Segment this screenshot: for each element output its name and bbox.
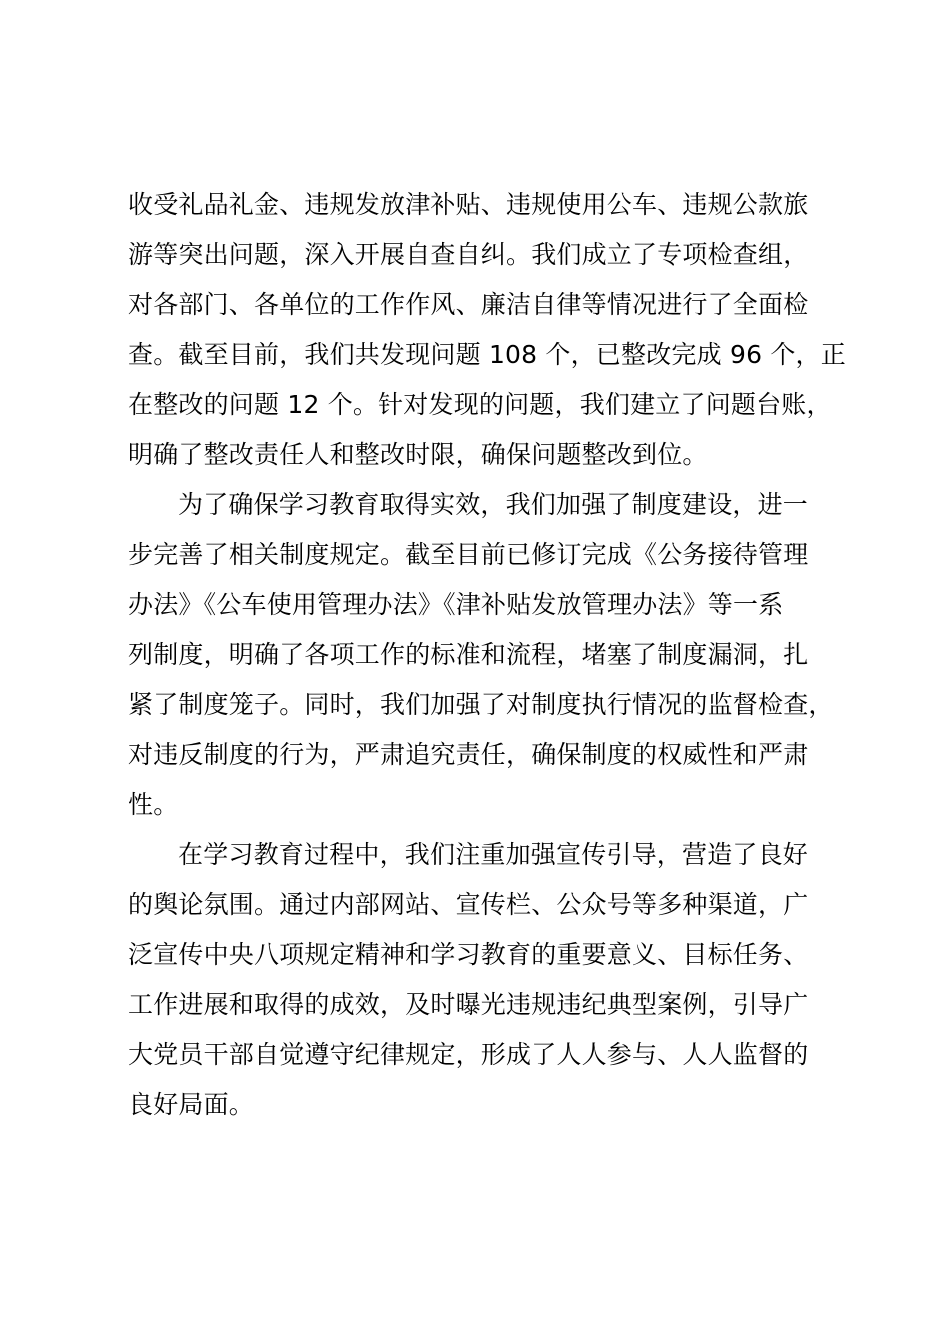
paragraph-line: 泛宣传中央八项规定精神和学习教育的重要意义、目标任务、 bbox=[128, 940, 809, 969]
paragraph-first-line: 在学习教育过程中，我们注重加强宣传引导，营造了良好 bbox=[178, 840, 809, 869]
paragraph-line: 性。 bbox=[128, 790, 179, 819]
paragraph-line: 游等突出问题，深入开展自查自纠。我们成立了专项检查组， bbox=[128, 240, 809, 269]
paragraph-line: 查。截至目前，我们共发现问题 108 个，已整改完成 96 个，正 bbox=[128, 340, 846, 369]
paragraph-line: 对各部门、各单位的工作作风、廉洁自律等情况进行了全面检 bbox=[128, 290, 809, 319]
paragraph-line: 良好局面。 bbox=[128, 1090, 255, 1119]
paragraph-line: 步完善了相关制度规定。截至目前已修订完成《公务接待管理 bbox=[128, 540, 809, 569]
paragraph-line: 大党员干部自觉遵守纪律规定，形成了人人参与、人人监督的 bbox=[128, 1040, 809, 1069]
paragraph-line: 在整改的问题 12 个。针对发现的问题，我们建立了问题台账， bbox=[128, 390, 832, 419]
paragraph-line: 的舆论氛围。通过内部网站、宣传栏、公众号等多种渠道，广 bbox=[128, 890, 809, 919]
paragraph-line: 收受礼品礼金、违规发放津补贴、违规使用公车、违规公款旅 bbox=[128, 190, 809, 219]
paragraph-2 bbox=[128, 480, 838, 830]
paragraph-first-line: 为了确保学习教育取得实效，我们加强了制度建设，进一 bbox=[178, 490, 809, 519]
paragraph-line: 对违反制度的行为，严肃追究责任，确保制度的权威性和严肃 bbox=[128, 740, 809, 769]
paragraph-line: 明确了整改责任人和整改时限，确保问题整改到位。 bbox=[128, 440, 708, 469]
paragraph-line: 紧了制度笼子。同时，我们加强了对制度执行情况的监督检查， bbox=[128, 690, 834, 719]
paragraph-1 bbox=[128, 180, 846, 480]
paragraph-line: 工作进展和取得的成效，及时曝光违规违纪典型案例，引导广 bbox=[128, 990, 809, 1019]
paragraph-line: 办法》《公车使用管理办法》《津补贴发放管理办法》等一系 bbox=[128, 590, 784, 619]
paragraph-3 bbox=[128, 830, 838, 1130]
document-body bbox=[128, 180, 846, 1130]
paragraph-line: 列制度，明确了各项工作的标准和流程，堵塞了制度漏洞，扎 bbox=[128, 640, 809, 669]
